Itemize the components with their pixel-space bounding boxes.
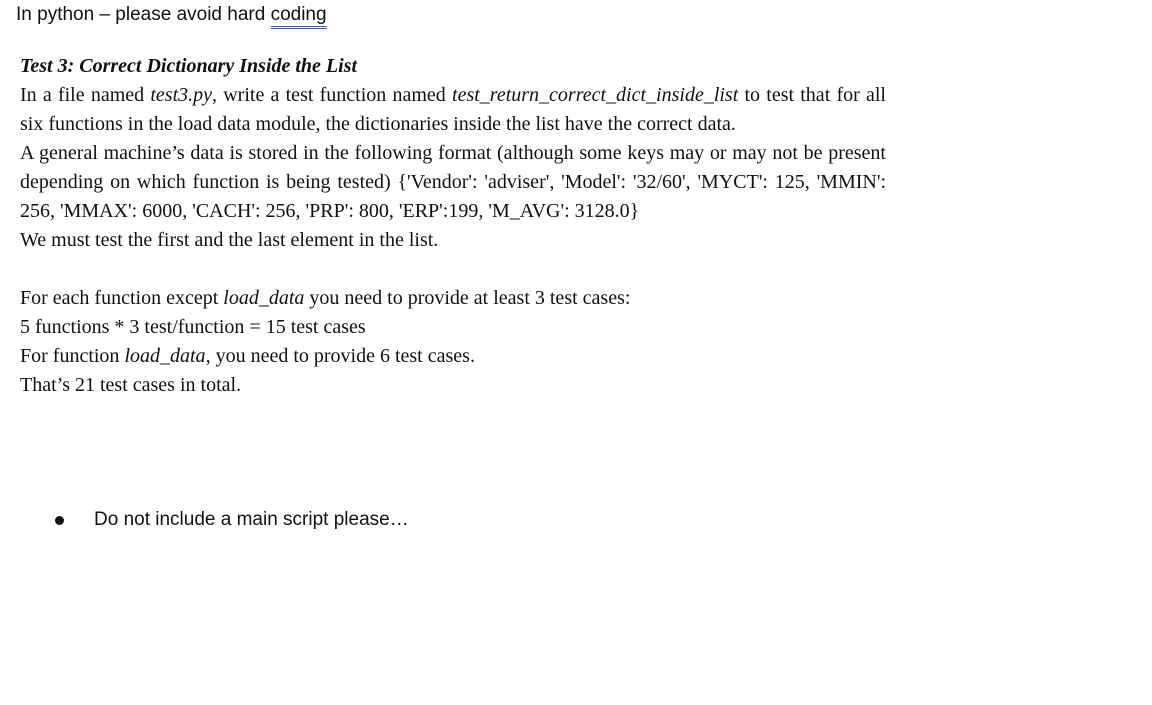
spellcheck-underlined-word: coding	[271, 4, 327, 29]
text-fragment: you need to provide at least 3 test cases:	[304, 287, 631, 309]
header-prefix: In python – please avoid hard	[16, 4, 271, 25]
text-fragment: In a file named	[20, 84, 151, 106]
paragraph-count: 5 functions * 3 test/function = 15 test cases	[20, 316, 366, 338]
file-name: test3.py	[150, 84, 213, 106]
text-fragment: For each function except	[20, 287, 224, 309]
bullet-item	[55, 509, 409, 531]
bullet-icon	[55, 516, 64, 525]
paragraph-load-data-cases	[20, 342, 886, 371]
text-fragment: , write a test function named	[212, 84, 453, 106]
assignment-excerpt	[20, 52, 886, 400]
text-fragment: , you need to provide 6 test cases.	[205, 345, 475, 367]
spacer	[20, 255, 886, 284]
function-name: load_data	[223, 287, 305, 309]
text-fragment: For function	[20, 345, 125, 367]
bullet-text: Do not include a main script please…	[94, 509, 409, 530]
paragraph-file-instructions	[20, 81, 886, 139]
section-heading: Test 3: Correct Dictionary Inside the List	[20, 55, 358, 77]
paragraph-first-last: We must test the first and the last element in the list.	[20, 229, 439, 251]
paragraph-data-format: A general machine’s data is stored in the following format (although some keys may or may not be present depending on which function is being tested) {'Vendor': 'adviser', 'Model': '32/60', 'MYCT': 125, 'MMIN': 256, 'MMAX': 6000, 'CACH': 256, 'PRP': 800, 'ERP':199, 'M_AVG': 3128.0}	[20, 142, 886, 222]
function-name: test_return_correct_dict_inside_list	[452, 84, 739, 106]
function-name: load_data	[124, 345, 206, 367]
text-fragment: to test that for all six functions in the load data module, the dictionaries inside the list have the correct data.	[20, 84, 886, 135]
paragraph-total: That’s 21 test cases in total.	[20, 374, 242, 396]
paragraph-test-cases	[20, 284, 886, 313]
header-line	[16, 4, 327, 26]
